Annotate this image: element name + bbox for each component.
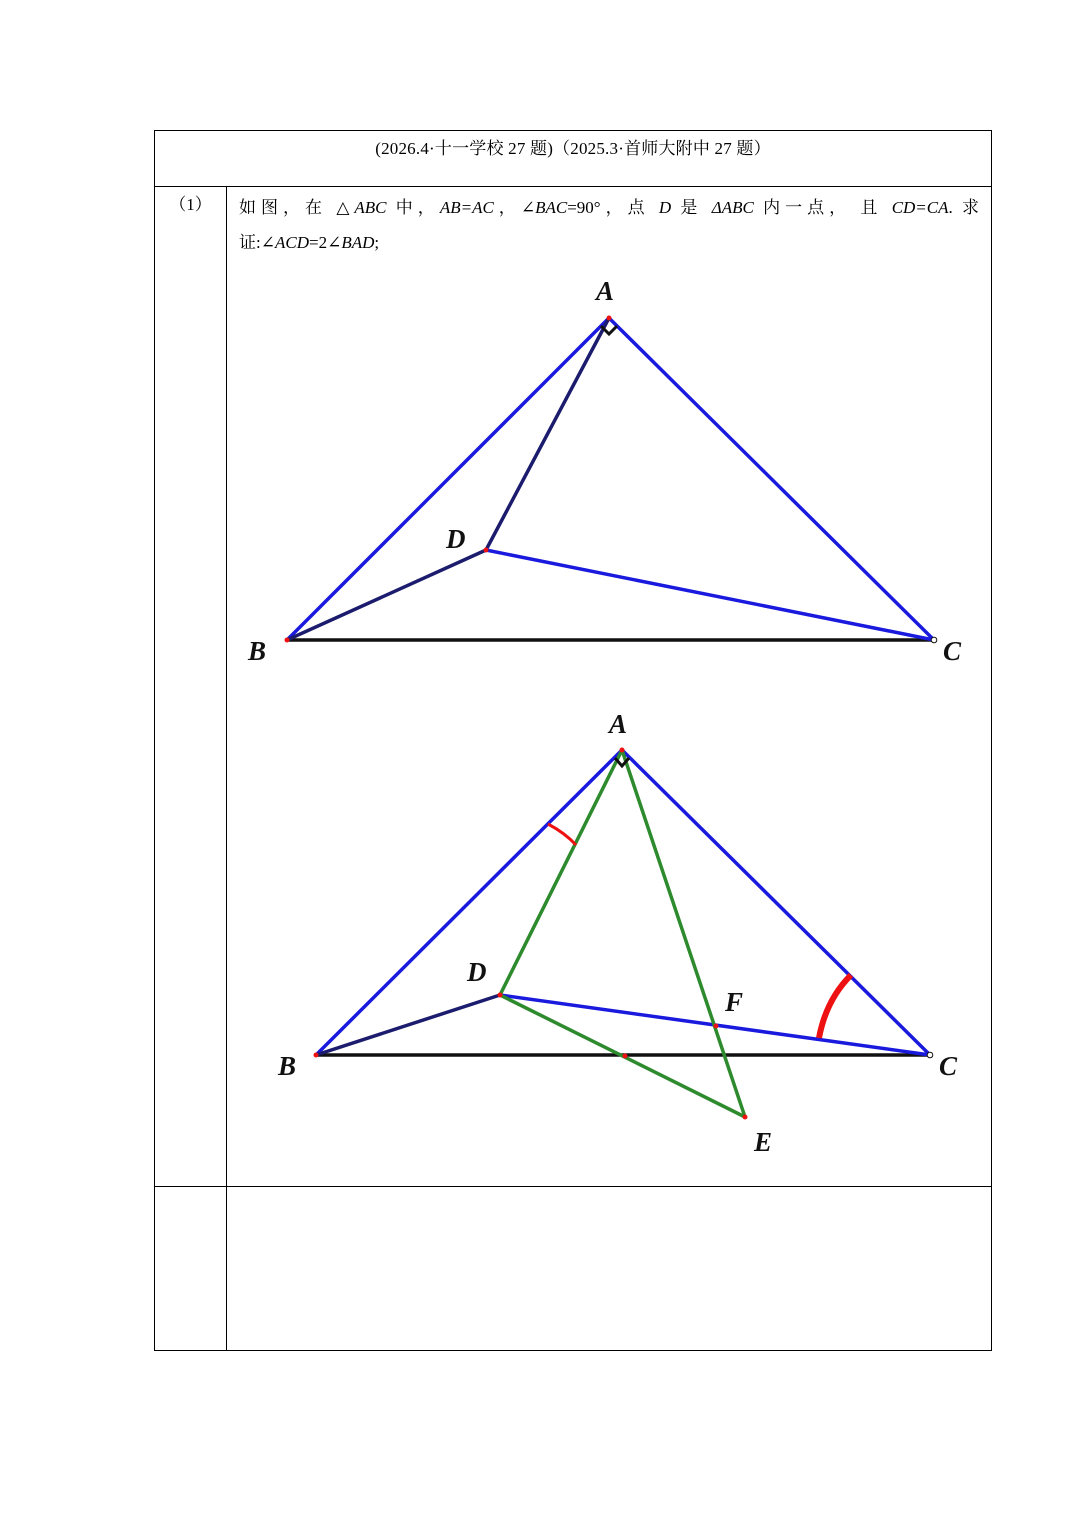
fig2-label-F: F xyxy=(725,987,744,1017)
fig1-label-C: C xyxy=(943,636,962,666)
q-text-14: =2 xyxy=(308,233,328,252)
q-text-1: △ABC xyxy=(336,198,387,217)
fig2-label-B: B xyxy=(278,1051,297,1081)
q-text-9: ΔABC xyxy=(711,198,754,217)
q-text-4: ， xyxy=(493,198,521,217)
q-text-10: 内一点， 且 xyxy=(753,198,892,217)
fig2-angle-arc-BAD xyxy=(548,824,576,845)
q-text-16: ; xyxy=(374,233,380,252)
fig2-segment-AD xyxy=(500,750,622,995)
fig2-label-C: C xyxy=(939,1051,958,1081)
fig1-label-A: A xyxy=(596,276,615,306)
q-text-13: ∠ACD xyxy=(260,233,309,252)
fig2-label-D: D xyxy=(467,957,487,987)
q-text-2: 中， xyxy=(386,198,440,217)
fig2-point-D xyxy=(498,993,503,998)
q-text-5: ∠BAC xyxy=(520,198,568,217)
fig2-segment-BD xyxy=(316,995,500,1055)
fig2-point-E xyxy=(743,1115,748,1120)
q-text-3: AB=AC xyxy=(439,198,494,217)
fig2-label-A: A xyxy=(609,709,628,739)
fig1-label-D: D xyxy=(446,524,466,554)
fig2-point-B xyxy=(314,1053,319,1058)
fig2-segment-AE xyxy=(622,750,745,1117)
q-text-8: 是 xyxy=(671,198,712,217)
fig2-label-E: E xyxy=(754,1127,773,1157)
q-text-0: 如图，在 xyxy=(239,198,337,217)
q-text-15: ∠BAD xyxy=(327,233,375,252)
question-number: （1） xyxy=(169,195,212,214)
fig2-segment-AC xyxy=(622,750,930,1055)
fig2-point-BC-intersection xyxy=(623,1054,628,1059)
fig2-segment-AB xyxy=(316,750,622,1055)
fig2-point-A xyxy=(620,748,625,753)
q-text-6: =90°，点 xyxy=(567,198,659,217)
fig2-point-C xyxy=(927,1052,933,1058)
fig2-point-F xyxy=(714,1024,719,1029)
fig1-label-B: B xyxy=(248,636,267,666)
q-text-11: CD=CA xyxy=(891,198,949,217)
problem-source-title: (2026.4·十一学校 27 题)（2025.3·首师大附中 27 题） xyxy=(375,139,771,158)
q-text-7: D xyxy=(658,198,672,217)
fig2-angle-arc-ACD xyxy=(819,975,851,1038)
q-text-12: . 求证: xyxy=(239,198,980,252)
